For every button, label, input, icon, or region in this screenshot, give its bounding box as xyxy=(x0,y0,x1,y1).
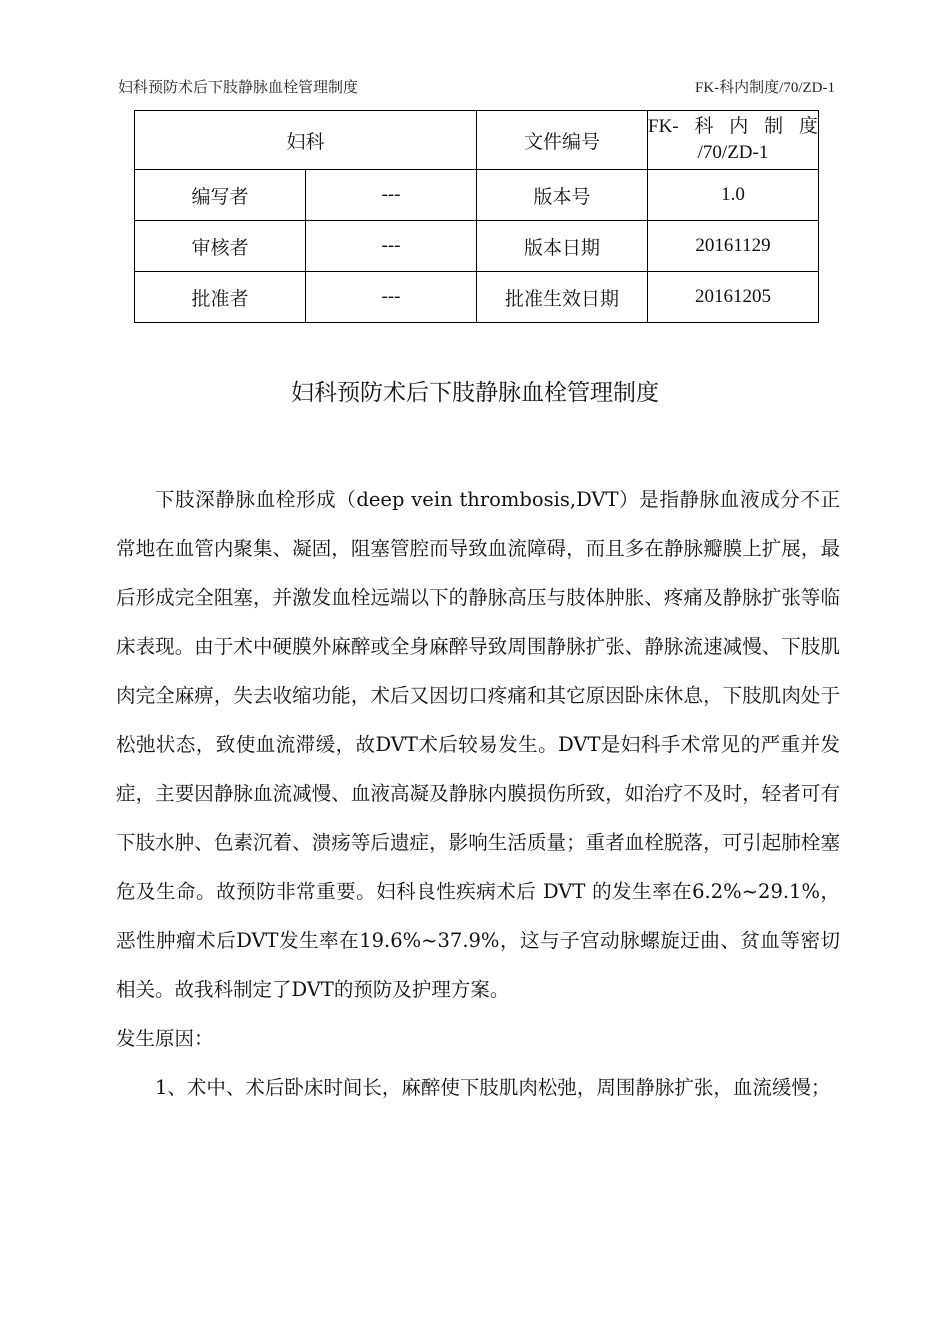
version-date-label: 版本日期 xyxy=(477,221,648,272)
table-row xyxy=(135,221,819,272)
table-row xyxy=(135,272,819,323)
department-cell: 妇科 xyxy=(135,111,477,170)
intro-paragraph: 下肢深静脉血栓形成（deep vein thrombosis,DVT）是指静脉血液成分不正常地在血管内聚集、凝固，阻塞管腔而导致血流障碍，而且多在静脉瓣膜上扩展，最后形成完全阻塞，并激发血栓远端以下的静脉高压与肢体肿胀、疼痛及静脉扩张等临床表现。由于术中硬膜外麻醉或全身麻醉导致周围静脉扩张、静脉流速减慢、下肢肌肉完全麻痹，失去收缩功能，术后又因切口疼痛和其它原因卧床休息，下肢肌肉处于松弛状态，致使血流滞缓，故DVT术后较易发生。DVT是妇科手术常见的严重并发症，主要因静脉血流减慢、血液高凝及静脉内膜损伤所致，如治疗不及时，轻者可有下肢水肿、色素沉着、溃疡等后遗症，影响生活质量；重者血栓脱落，可引起肺栓塞危及生命。故预防非常重要。妇科良性疾病术后 DVT 的发生率在6.2%~29.1%，恶性肿瘤术后DVT发生率在19.6%~37.9%，这与子宫动脉螺旋迂曲、贫血等密切相关。故我科制定了DVT的预防及护理方案。 xyxy=(116,488,840,1001)
reviewer-value: --- xyxy=(306,221,477,272)
document-info-table xyxy=(134,110,819,323)
effective-date-value: 20161205 xyxy=(648,272,819,323)
version-label: 版本号 xyxy=(477,170,648,221)
cause-item-1: 1、术中、术后卧床时间长，麻醉使下肢肌肉松弛，周围静脉扩张，血流缓慢； xyxy=(155,1076,831,1099)
doc-number-line-1: FK- 科 内 制 度 xyxy=(648,116,818,137)
approver-label: 批准者 xyxy=(135,272,306,323)
approver-value: --- xyxy=(306,272,477,323)
author-value: --- xyxy=(306,170,477,221)
table-row xyxy=(135,111,819,170)
table-row xyxy=(135,170,819,221)
running-header-title: 妇科预防术后下肢静脉血栓管理制度 xyxy=(118,78,359,96)
version-date-value: 20161129 xyxy=(648,221,819,272)
causes-heading: 发生原因： xyxy=(116,1027,214,1050)
effective-date-label: 批准生效日期 xyxy=(477,272,648,323)
doc-number-value xyxy=(648,111,819,170)
author-label: 编写者 xyxy=(135,170,306,221)
doc-number-label: 文件编号 xyxy=(477,111,648,170)
document-body xyxy=(116,475,840,1112)
reviewer-label: 审核者 xyxy=(135,221,306,272)
version-value: 1.0 xyxy=(648,170,819,221)
doc-number-line-2: /70/ZD-1 xyxy=(697,142,769,163)
running-header-code: FK-科内制度/70/ZD-1 xyxy=(695,80,835,96)
page-title: 妇科预防术后下肢静脉血栓管理制度 xyxy=(291,380,659,406)
